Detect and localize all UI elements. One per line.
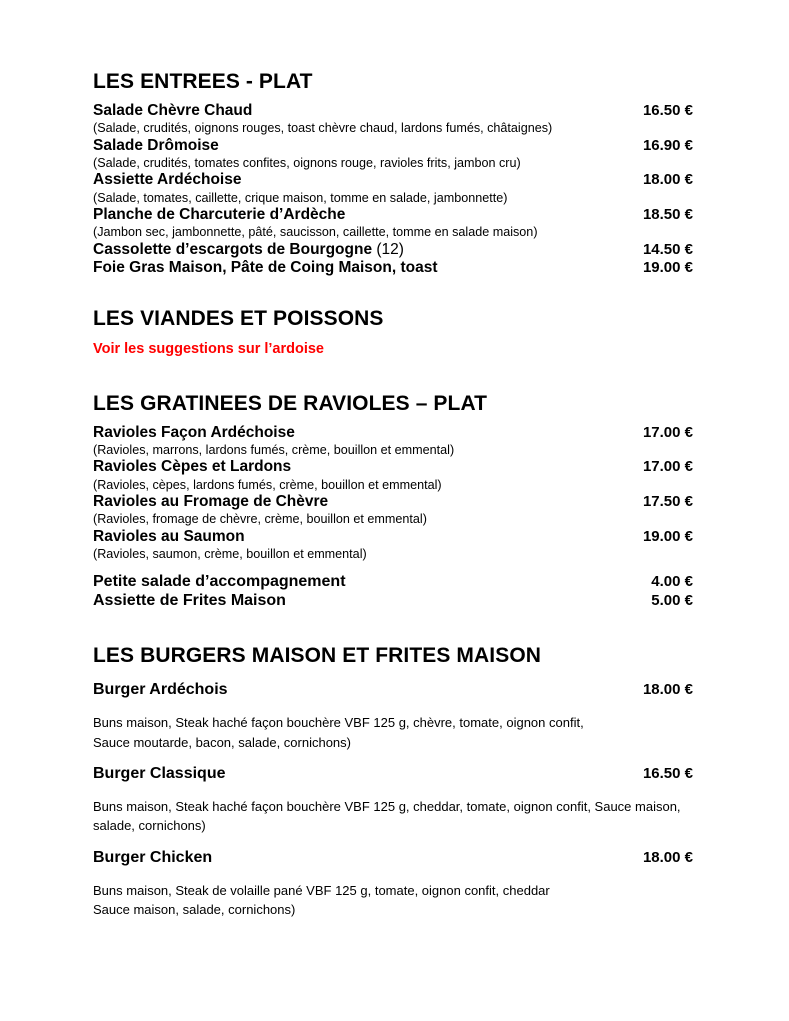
- menu-item-description: (Jambon sec, jambonnette, pâté, saucisson, caillette, tomme en salade maison): [93, 225, 538, 240]
- side-item-name: Assiette de Frites Maison: [93, 592, 286, 610]
- menu-item-description: (Salade, crudités, tomates confites, oignons rouge, ravioles frits, jambon cru): [93, 156, 521, 171]
- menu-item-name: Ravioles au Saumon: [93, 527, 245, 545]
- menu-row: [93, 241, 693, 259]
- section-title-burgers: LES BURGERS MAISON ET FRITES MAISON: [93, 644, 542, 668]
- menu-item-name: Ravioles Cèpes et Lardons: [93, 458, 292, 476]
- section-burgers: [93, 644, 693, 920]
- side-item-price: 5.00 €: [651, 592, 693, 610]
- description-line: Sauce moutarde, bacon, salade, cornichons): [93, 734, 351, 750]
- section-title-viandes-poissons: LES VIANDES ET POISSONS: [93, 307, 384, 331]
- menu-item-name: Foie Gras Maison, Pâte de Coing Maison, toast: [93, 258, 438, 276]
- menu-row: [93, 259, 693, 277]
- menu-row: [93, 528, 693, 546]
- menu-item-description: (Ravioles, cèpes, lardons fumés, crème, bouillon et emmental): [93, 477, 442, 492]
- menu-item-price: 14.50 €: [642, 240, 693, 258]
- menu-item-price: 19.00 €: [642, 258, 693, 276]
- menu-item-price: 17.00 €: [642, 458, 693, 476]
- menu-item-name: Burger Ardéchois: [93, 681, 228, 699]
- menu-item-name: Cassolette d’escargots de Bourgogne (12): [93, 240, 404, 258]
- menu-item-description: (Salade, tomates, caillette, crique maison, tomme en salade, jambonnette): [93, 190, 508, 205]
- menu-item-name: Burger Chicken: [93, 848, 213, 866]
- menu-item-name: Burger Classique: [93, 765, 226, 783]
- menu-row: [93, 206, 693, 224]
- menu-item-description: [93, 797, 693, 836]
- menu-item-price: 17.00 €: [642, 423, 693, 441]
- description-line: salade, cornichons): [93, 818, 206, 834]
- menu-row: [93, 137, 693, 155]
- menu-item-price: 16.50 €: [642, 102, 693, 120]
- menu-item-price: 16.90 €: [642, 136, 693, 154]
- menu-item-name: Ravioles au Fromage de Chèvre: [93, 493, 329, 511]
- menu-item-price: 18.00 €: [642, 848, 693, 866]
- menu-item-name: Assiette Ardéchoise: [93, 171, 242, 189]
- menu-item-price: 18.00 €: [642, 171, 693, 189]
- ardoise-note: Voir les suggestions sur l’ardoise: [93, 341, 324, 358]
- menu-item-price: 17.50 €: [642, 493, 693, 511]
- menu-row: [93, 102, 693, 120]
- menu-item-name: Salade Chèvre Chaud: [93, 102, 253, 120]
- menu-item-price: 18.00 €: [642, 681, 693, 699]
- menu-row: [93, 171, 693, 189]
- menu-row: [93, 681, 693, 700]
- section-viandes-poissons: [93, 307, 693, 358]
- side-item-price: 4.00 €: [651, 573, 693, 591]
- menu-row-side: [93, 573, 693, 592]
- section-title-entrees: LES ENTREES - PLAT: [93, 70, 313, 93]
- description-line: Sauce maison, salade, cornichons): [93, 902, 296, 918]
- section-gratinees-ravioles: [93, 392, 693, 611]
- menu-row-side: [93, 592, 693, 611]
- description-line: Buns maison, Steak de volaille pané VBF 125 g, tomate, oignon confit, cheddar: [93, 882, 550, 898]
- menu-item-description: (Ravioles, saumon, crème, bouillon et emmental): [93, 547, 367, 561]
- menu-item-description: [93, 881, 693, 920]
- menu-row: [93, 424, 693, 442]
- menu-item-description: [93, 713, 693, 752]
- menu-item-price: 18.50 €: [642, 206, 693, 224]
- menu-item-price: 16.50 €: [642, 765, 693, 783]
- section-entrees: [93, 70, 693, 277]
- menu-item-name: Salade Drômoise: [93, 136, 219, 154]
- menu-item-description: (Ravioles, fromage de chèvre, crème, bouillon et emmental): [93, 512, 427, 527]
- menu-row: [93, 493, 693, 511]
- description-line: Buns maison, Steak haché façon bouchère VBF 125 g, cheddar, tomate, oignon confit, Sauce maison,: [93, 798, 681, 814]
- menu-item-price: 19.00 €: [642, 527, 693, 545]
- menu-item-description: (Ravioles, marrons, lardons fumés, crème, bouillon et emmental): [93, 443, 455, 458]
- side-item-name: Petite salade d’accompagnement: [93, 573, 346, 591]
- menu-item-description: (Salade, crudités, oignons rouges, toast chèvre chaud, lardons fumés, châtaignes): [93, 121, 553, 136]
- section-title-gratinees-ravioles: LES GRATINEES DE RAVIOLES – PLAT: [93, 391, 488, 415]
- menu-row: [93, 458, 693, 476]
- menu-row: [93, 765, 693, 784]
- menu-row: [93, 849, 693, 868]
- menu-item-quantity: (12): [376, 240, 404, 258]
- description-line: Buns maison, Steak haché façon bouchère VBF 125 g, chèvre, tomate, oignon confit,: [93, 715, 584, 731]
- menu-item-name: Ravioles Façon Ardéchoise: [93, 423, 295, 441]
- menu-item-name: Planche de Charcuterie d’Ardèche: [93, 206, 346, 224]
